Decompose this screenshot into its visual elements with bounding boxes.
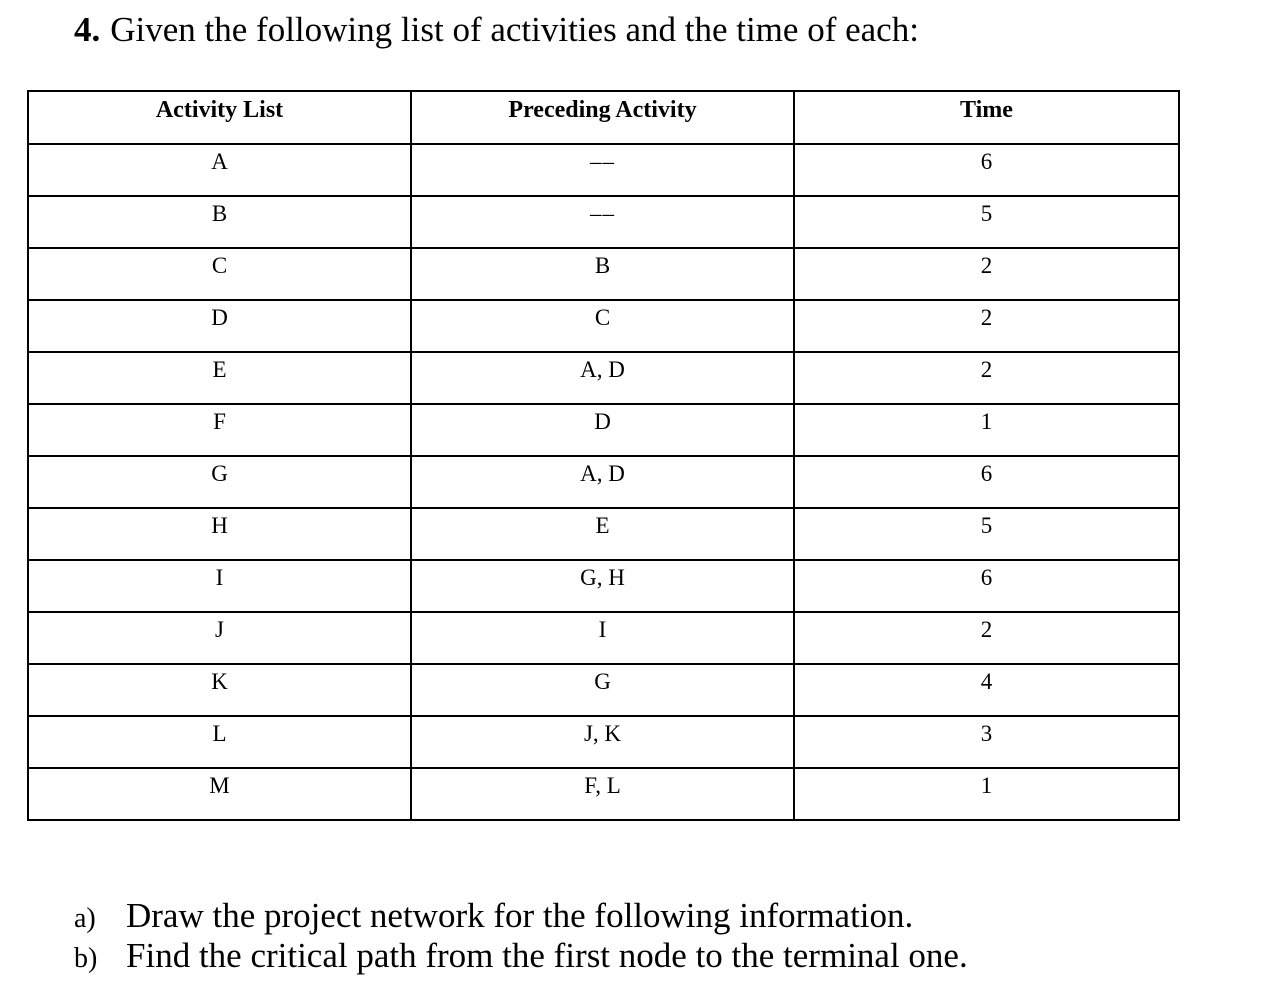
cell-preceding: D: [411, 404, 794, 456]
subquestion-text: Find the critical path from the first node to the terminal one.: [126, 936, 968, 975]
cell-activity: H: [28, 508, 411, 560]
subquestion-a: [74, 896, 913, 939]
cell-time: 6: [794, 560, 1179, 612]
cell-time: 1: [794, 404, 1179, 456]
table-row: [28, 508, 1179, 560]
table-row: [28, 768, 1179, 820]
cell-time: 2: [794, 300, 1179, 352]
cell-time: 2: [794, 352, 1179, 404]
table-row: [28, 716, 1179, 768]
table-row: [28, 352, 1179, 404]
cell-time: 6: [794, 144, 1179, 196]
header-time: Time: [794, 91, 1179, 144]
cell-preceding: C: [411, 300, 794, 352]
cell-preceding: J, K: [411, 716, 794, 768]
cell-preceding: A, D: [411, 456, 794, 508]
cell-activity: K: [28, 664, 411, 716]
cell-preceding: ––: [411, 144, 794, 196]
cell-time: 3: [794, 716, 1179, 768]
cell-activity: I: [28, 560, 411, 612]
cell-preceding: G, H: [411, 560, 794, 612]
cell-preceding: A, D: [411, 352, 794, 404]
question-text: Given the following list of activities and the time of each:: [110, 10, 919, 49]
cell-preceding: ––: [411, 196, 794, 248]
cell-activity: A: [28, 144, 411, 196]
cell-preceding: I: [411, 612, 794, 664]
table-row: [28, 196, 1179, 248]
cell-activity: C: [28, 248, 411, 300]
table-row: [28, 664, 1179, 716]
table-row: [28, 248, 1179, 300]
table-row: [28, 456, 1179, 508]
cell-activity: G: [28, 456, 411, 508]
cell-time: 2: [794, 248, 1179, 300]
subquestion-letter: a): [74, 903, 96, 934]
header-activity-list: Activity List: [28, 91, 411, 144]
activity-table: [27, 90, 1180, 821]
subquestion-text: Draw the project network for the following information.: [126, 896, 914, 935]
table-row: [28, 144, 1179, 196]
table-row: [28, 404, 1179, 456]
cell-activity: B: [28, 196, 411, 248]
cell-activity: F: [28, 404, 411, 456]
subquestion-b: [74, 936, 968, 979]
cell-preceding: B: [411, 248, 794, 300]
table-header-row: [28, 91, 1179, 144]
cell-activity: L: [28, 716, 411, 768]
table-row: [28, 300, 1179, 352]
cell-time: 2: [794, 612, 1179, 664]
cell-time: 5: [794, 508, 1179, 560]
cell-activity: D: [28, 300, 411, 352]
cell-preceding: E: [411, 508, 794, 560]
question-number: 4.: [74, 10, 101, 49]
cell-activity: J: [28, 612, 411, 664]
cell-time: 5: [794, 196, 1179, 248]
cell-preceding: F, L: [411, 768, 794, 820]
subquestion-letter: b): [74, 943, 98, 974]
cell-activity: M: [28, 768, 411, 820]
cell-preceding: G: [411, 664, 794, 716]
table-row: [28, 612, 1179, 664]
cell-time: 1: [794, 768, 1179, 820]
cell-time: 6: [794, 456, 1179, 508]
cell-time: 4: [794, 664, 1179, 716]
cell-activity: E: [28, 352, 411, 404]
table-row: [28, 560, 1179, 612]
header-preceding-activity: Preceding Activity: [411, 91, 794, 144]
question-heading: [74, 8, 919, 52]
